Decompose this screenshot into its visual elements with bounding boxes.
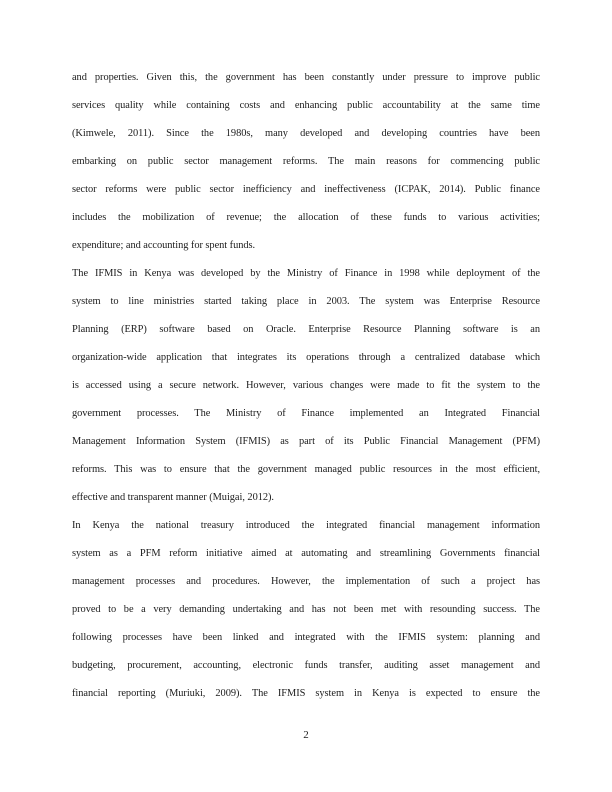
text-line: and properties. Given this, the government has been constantly under pressure to improve public <box>72 72 540 83</box>
text-line: services quality while containing costs and enhancing public accountability at the same time <box>72 100 540 111</box>
text-line: embarking on public sector management reforms. The main reasons for commencing public <box>72 156 540 167</box>
text-line: budgeting, procurement, accounting, electronic funds transfer, auditing asset management and <box>72 660 540 671</box>
text-line: sector reforms were public sector inefficiency and ineffectiveness (ICPAK, 2014). Public finance <box>72 184 540 195</box>
text-line: effective and transparent manner (Muigai, 2012). <box>72 492 274 503</box>
text-line: Management Information System (IFMIS) as part of its Public Financial Management (PFM) <box>72 436 540 447</box>
text-line: (Kimwele, 2011). Since the 1980s, many developed and developing countries have been <box>72 128 540 139</box>
text-line: government processes. The Ministry of Finance implemented an Integrated Financial <box>72 408 540 419</box>
text-line: In Kenya the national treasury introduced the integrated financial management information <box>72 520 540 531</box>
text-line: includes the mobilization of revenue; the allocation of these funds to various activities; <box>72 212 540 223</box>
text-line: system to line ministries started taking place in 2003. The system was Enterprise Resource <box>72 296 540 307</box>
text-line: is accessed using a secure network. However, various changes were made to fit the system to the <box>72 380 540 391</box>
text-line: financial reporting (Muriuki, 2009). The IFMIS system in Kenya is expected to ensure the <box>72 688 540 699</box>
text-line: system as a PFM reform initiative aimed at automating and streamlining Governments financial <box>72 548 540 559</box>
text-line: reforms. This was to ensure that the government managed public resources in the most efficient, <box>72 464 540 475</box>
text-line: The IFMIS in Kenya was developed by the Ministry of Finance in 1998 while deployment of the <box>72 268 540 279</box>
text-line: organization-wide application that integrates its operations through a centralized database which <box>72 352 540 363</box>
text-line: proved to be a very demanding undertaking and has not been met with resounding success. The <box>72 604 540 615</box>
page-number: 2 <box>303 729 309 741</box>
text-line: following processes have been linked and integrated with the IFMIS system: planning and <box>72 632 540 643</box>
text-line: management processes and procedures. However, the implementation of such a project has <box>72 576 540 587</box>
text-line: Planning (ERP) software based on Oracle. Enterprise Resource Planning software is an <box>72 324 540 335</box>
document-body-text <box>72 64 540 708</box>
text-line: expenditure; and accounting for spent funds. <box>72 240 256 251</box>
